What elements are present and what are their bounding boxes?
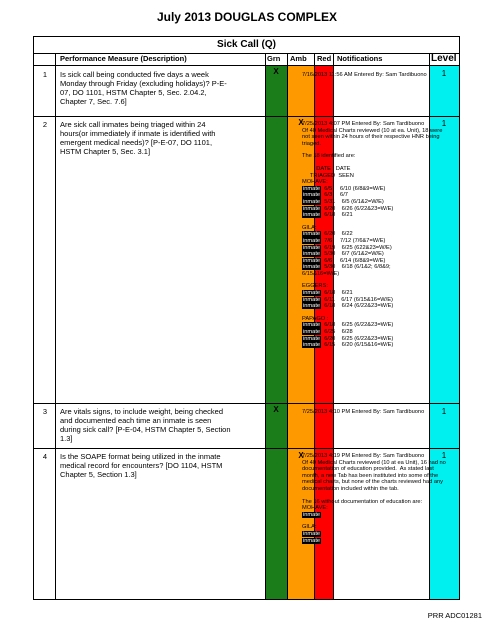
notification-line: inmate 6/15 6/20 (6/15&16=W/E) <box>303 342 394 349</box>
header-red: Red <box>317 54 332 63</box>
notification-line: inmate 6/20 6/22 <box>303 231 353 238</box>
notification-line: MOHAVE: <box>302 505 328 512</box>
header-level: Level <box>431 53 457 64</box>
notification-line: TRIAGED SEEN <box>302 172 354 179</box>
redacted-name: inmate <box>303 335 321 342</box>
notification-line: GILA: <box>302 524 317 531</box>
notification-line: inmate 5/30 6/18 (6/1&2; 6/8&9; <box>303 264 391 271</box>
notification-line: GILA: <box>302 224 317 231</box>
redacted-name: inmate <box>303 303 321 310</box>
row-number: 1 <box>42 70 48 79</box>
level-value: 1 <box>441 407 447 416</box>
row-number: 3 <box>42 407 48 416</box>
notification-line: inmate 5/30 6/7 (6/1&2=W/E) <box>303 251 384 258</box>
notification-line: inmate 6/20 6/25 (6/22&23=W/E) <box>303 335 394 342</box>
header-amb: Amb <box>290 54 307 63</box>
notification-line: inmate 6/20 6/26 (6/22&23=W/E) <box>303 205 394 212</box>
rating-mark-amber: X <box>298 451 304 460</box>
notification-line <box>302 538 448 545</box>
notification-line: inmate 6/25 6/28 <box>303 329 353 336</box>
notification-line: EGGERS: <box>302 283 328 290</box>
redacted-name: inmate <box>303 530 321 537</box>
rating-mark-green: X <box>273 405 279 414</box>
redacted-name: inmate <box>303 290 321 297</box>
redacted-name: inmate <box>303 322 321 329</box>
redacted-name: inmate <box>303 192 321 199</box>
notification-line: inmate 6/18 6/21 <box>303 212 353 219</box>
green-column-band <box>266 65 287 599</box>
redacted-name: inmate <box>303 257 321 264</box>
redacted-name: inmate <box>303 537 321 544</box>
notification-line: PAPAGO : <box>302 315 329 322</box>
redacted-name: inmate <box>303 296 321 303</box>
notification-line: inmate 6/11 6/17 (6/15&16=W/E) <box>303 296 393 303</box>
notification-text <box>302 453 448 544</box>
notification-line: 7/16/2013 11:56 AM Entered By: Sam Tardibuono <box>302 72 427 78</box>
level-value: 1 <box>441 69 447 78</box>
notification-line: inmate 5/31 6/5 (6/1&2=W/E) <box>303 198 384 205</box>
notification-line: inmate 6/18 6/24 (6/22&23=W/E) <box>303 303 394 310</box>
notification-line <box>302 512 448 519</box>
footer-id: PRR ADC01281 <box>427 611 482 620</box>
redacted-name: inmate <box>303 251 321 258</box>
notification-line: 6/15&16=W/E) <box>302 270 340 277</box>
notification-line: inmate 7/6 7/12 (7/6&7=W/E) <box>303 237 386 244</box>
redacted-name: inmate <box>303 212 321 219</box>
sick-call-table <box>33 36 460 600</box>
notification-line: inmate 6/3 6/7 <box>303 192 348 199</box>
redacted-name: inmate <box>303 244 321 251</box>
level-value: 1 <box>441 451 447 460</box>
notification-line: inmate 6/6 6/14 (6/8&9=W/E) <box>303 257 386 264</box>
notification-line: DATE DATE <box>302 165 351 172</box>
notification-text <box>302 121 448 349</box>
redacted-name: inmate <box>303 237 321 244</box>
redacted-name: inmate <box>303 231 321 238</box>
row-number: 4 <box>42 452 48 461</box>
header-measure: Performance Measure (Description) <box>60 54 187 63</box>
notification-line <box>302 531 448 538</box>
notification-line: The 18 identified are: <box>302 153 356 160</box>
notification-line: MOHAVE: <box>302 179 328 186</box>
performance-measure: Is sick call being conducted five days a week Monday through Friday (excluding holidays)? P-E-07, DO 1101, HSTM Chapter 5, Sec. 2.04.2, Chapter 7, Sec. 7.6] <box>60 70 227 106</box>
redacted-name: inmate <box>303 264 321 271</box>
redacted-name: inmate <box>303 342 321 349</box>
notification-line: The 16 without documentation of education are: <box>302 498 423 505</box>
notification-line: 7/25/2013 4:07 PM Entered By: Sam Tardibuono <box>302 121 425 127</box>
rating-mark-amber: X <box>298 118 304 127</box>
rating-mark-green: X <box>273 67 279 76</box>
redacted-name: inmate <box>303 511 321 518</box>
row-number: 2 <box>42 120 48 129</box>
notification-line: 7/25/2013 4:10 PM Entered By: Sam Tardibuono <box>302 409 425 415</box>
notification-line: Of 40 Medical Charts reviewed (10 at ea. Unit), 18 were not seen within 24 hours of their respective HNR being triaged. <box>302 127 444 147</box>
notification-line: inmate 6/18 6/25 (6/22&23=W/E) <box>303 322 394 329</box>
notification-line: inmate 6/5 6/10 (6/8&9=W/E) <box>303 185 386 192</box>
performance-measure: Are sick call inmates being triaged within 24 hours(or immediately if inmate is identified with emergent medical needs)? [P-E-07, DO 1101, HSTM Chapter 5, Sec. 3.1] <box>60 120 216 156</box>
redacted-name: inmate <box>303 185 321 192</box>
performance-measure: Are vitals signs, to include weight, being checked and documented each time an inmate is seen during sick call? [P-E-04, HSTM Chapter 5, Section 1.3] <box>60 407 231 443</box>
header-grn: Grn <box>267 54 281 63</box>
redacted-name: inmate <box>303 205 321 212</box>
notification-line: inmate 6/19 6/25 (622&23=W/E) <box>303 244 392 251</box>
page-title: July 2013 DOUGLAS COMPLEX <box>156 10 338 24</box>
redacted-name: inmate <box>303 329 321 336</box>
notification-line: 7/25/2013 4:19 PM Entered By: Sam Tardibuono <box>302 453 425 459</box>
section-title: Sick Call (Q) <box>217 39 276 50</box>
header-notifications: Notifications <box>337 54 383 63</box>
notification-text <box>302 72 448 79</box>
notification-line: inmate 6/18 6/21 <box>303 290 353 297</box>
notification-line: Of 40 Medical Charts reviewed (10 at ea Unit), 16 had no documentation of education provided. As stated last month, a new Tab has been instituted into some of the medical charts, but none of the charts reviewed had any documentation included within the tab. <box>302 459 448 492</box>
redacted-name: inmate <box>303 198 321 205</box>
notification-text <box>302 409 448 416</box>
level-value: 1 <box>441 119 447 128</box>
performance-measure: Is the SOAPE format being utilized in the inmate medical record for encounters? [DO 1104, HSTM Chapter 5, Section 1.3] <box>60 452 223 479</box>
